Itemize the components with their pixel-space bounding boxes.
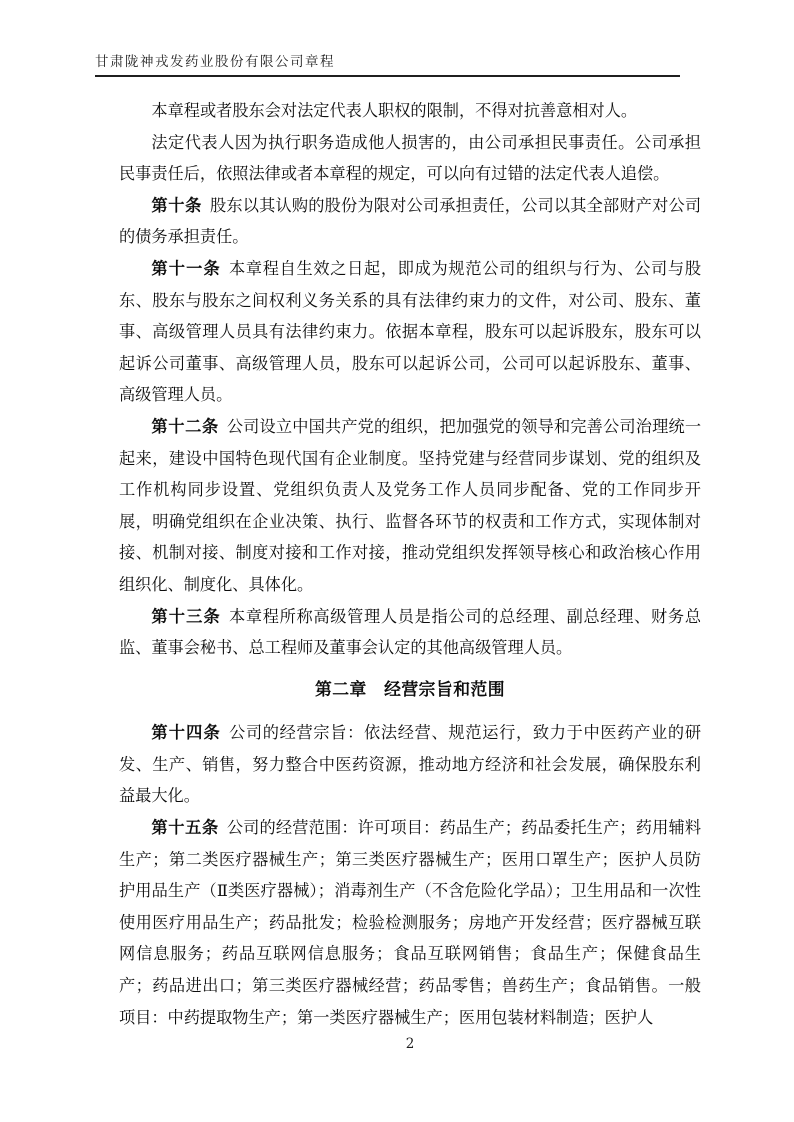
paragraph [119, 95, 701, 127]
page-footer [119, 1036, 701, 1052]
paragraph-text: 本章程所称高级管理人员是指公司的总经理、副总经理、财务总监、董事会秘书、总工程师及董事会认定的其他高级管理人员。 [119, 606, 702, 658]
paragraph [119, 127, 701, 190]
article-label: 第十二条 [151, 416, 219, 436]
paragraph-text: 公司的经营范围：许可项目：药品生产；药品委托生产；药用辅料生产；第二类医疗器械生产；第三类医疗器械生产；医用口罩生产；医护人员防护用品生产（Ⅱ类医疗器械）；消毒剂生产（不含危险化学品）；卫生用品和一次性使用医疗用品生产；药品批发；检验检测服务；房地产开发经营；医疗器械互联网信息服务；药品互联网信息服务；食品互联网销售；食品生产；保健食品生产；药品进出口；第三类医疗器械经营；药品零售；兽药生产；食品销售。一般项目：中药提取物生产；第一类医疗器械生产；医用包装材料制造；医护人 [119, 818, 702, 1027]
chapter-heading: 第二章 经营宗旨和范围 [314, 678, 506, 699]
document-body [119, 95, 701, 1033]
paragraph-text: 本章程自生效之日起，即成为规范公司的组织与行为、公司与股东、股东与股东之间权利义务关系的具有法律约束力的文件，对公司、股东、董事、高级管理人员具有法律约束力。依据本章程，股东可以起诉股东，股东可以起诉公司董事、高级管理人员，股东可以起诉公司，公司可以起诉股东、董事、高级管理人员。 [119, 258, 702, 405]
paragraph-text: 法定代表人因为执行职务造成他人损害的，由公司承担民事责任。公司承担民事责任后，依照法律或者本章程的规定，可以向有过错的法定代表人追偿。 [119, 132, 701, 184]
paragraph-text: 本章程或者股东会对法定代表人职权的限制，不得对抗善意相对人。 [151, 101, 638, 120]
page-number: 2 [405, 1036, 415, 1052]
article-label: 第十三条 [151, 606, 221, 626]
paragraph [119, 601, 701, 664]
paragraph-text: 公司设立中国共产党的组织，把加强党的领导和完善公司治理统一起来，建设中国特色现代国有企业制度。坚持党建与经营同步谋划、党的组织及工作机构同步设置、党组织负责人及党务工作人员同步配备、党的工作同步开展，明确党组织在企业决策、执行、监督各环节的权责和工作方式，实现体制对接、机制对接、制度对接和工作对接，推动党组织发挥领导核心和政治核心作用组织化、制度化、具体化。 [119, 416, 702, 594]
article-label: 第十一条 [151, 258, 221, 278]
paragraph-text: 股东以其认购的股份为限对公司承担责任，公司以其全部财产对公司的债务承担责任。 [119, 195, 702, 247]
paragraph [119, 253, 701, 411]
paragraph-text: 公司的经营宗旨：依法经营、规范运行，致力于中医药产业的研发、生产、销售，努力整合中医药资源，推动地方经济和社会发展，确保股东利益最大化。 [119, 723, 702, 806]
article-label: 第十五条 [151, 818, 219, 838]
paragraph [119, 411, 701, 601]
article-label: 第十四条 [151, 723, 221, 743]
paragraph [119, 717, 701, 812]
paragraph [119, 812, 701, 1033]
header-title: 甘肃陇神戎发药业股份有限公司章程 [95, 54, 335, 70]
page-header [95, 50, 680, 77]
article-label: 第十条 [151, 195, 203, 215]
paragraph [119, 190, 701, 253]
header-rule [95, 75, 680, 77]
